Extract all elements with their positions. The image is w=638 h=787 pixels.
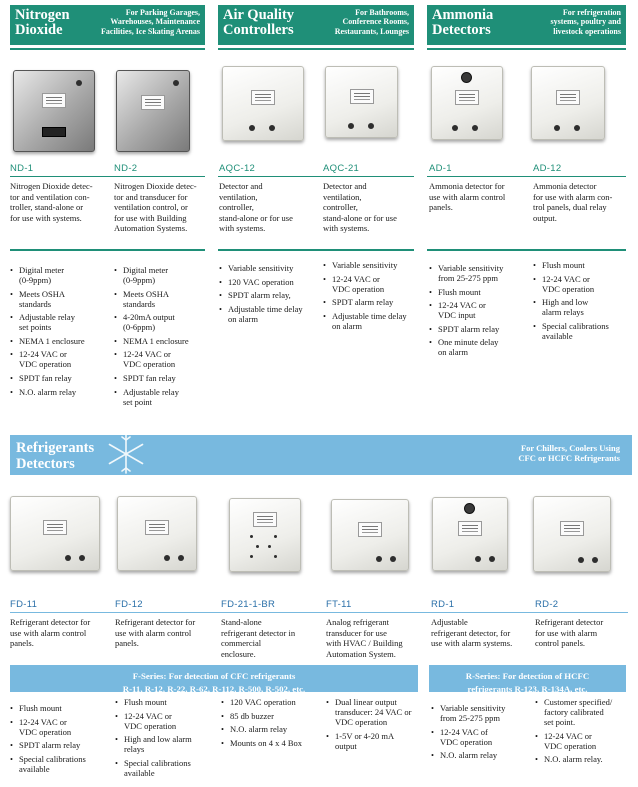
feature-item: • 85 db buzzer: [221, 711, 323, 721]
snowflake-icon: [104, 432, 148, 476]
feature-item: • Adjustable time delay on alarm: [323, 311, 423, 331]
product-description: Adjustable refrigerant detector, for use with alarm systems.: [431, 617, 513, 649]
f-series-banner: F-Series: For detection of CFC refrigerants R-11, R-12, R-22, R-62, R-112, R-500, R-502, etc.: [10, 665, 418, 692]
feature-item: • Dual linear output transducer: 24 VAC or VDC operation: [326, 697, 428, 727]
aqc-12-product-photo: [222, 66, 304, 141]
feature-list: [221, 697, 323, 751]
divider: [218, 249, 414, 251]
feature-item: • 12-24 VAC of VDC operation: [431, 727, 533, 747]
model-name: FD-21-1-BR: [221, 599, 276, 610]
feature-item: • Variable sensitivity from 25-275 ppm: [431, 703, 533, 723]
model-name: FD-12: [115, 599, 143, 610]
feature-list: [431, 703, 533, 764]
product-description: Analog refrigerant transducer for use with HVAC / Building Automation System.: [326, 617, 403, 659]
feature-item: • 12-24 VAC or VDC input: [429, 300, 529, 320]
feature-item: • N.O. alarm relay: [10, 387, 110, 397]
feature-item: • One minute delay on alarm: [429, 337, 529, 357]
feature-list: [535, 697, 635, 768]
aqc-21-product-photo: [325, 66, 398, 138]
feature-item: • Digital meter (0-9ppm): [114, 265, 214, 285]
feature-item: • 12-24 VAC or VDC operation: [533, 274, 633, 294]
feature-item: • 12-24 VAC or VDC operation: [535, 731, 635, 751]
feature-list: [10, 265, 110, 400]
feature-item: • 12-24 VAC or VDC operation: [10, 717, 112, 737]
product-description: Nitrogen Dioxide detec- tor and ventilation con- troller, stand-alone or for use with systems.: [10, 181, 93, 223]
feature-item: • Flush mount: [533, 260, 633, 270]
r-series-banner: R-Series: For detection of HCFC refrigerants R-123, R-134A, etc.: [429, 665, 626, 692]
feature-list: [533, 260, 633, 344]
section-header-nitrogen-dioxide: [10, 5, 205, 45]
feature-item: • 4-20mA output (0-6ppm): [114, 312, 214, 332]
feature-list: [326, 697, 428, 754]
product-description: Nitrogen Dioxide detec- tor and transducer for ventilation control, or for use with Building Automation Systems.: [114, 181, 197, 234]
model-name: RD-2: [535, 599, 559, 610]
section-subtitle: For Bathrooms, Conference Rooms, Restaurants, Lounges: [334, 8, 409, 36]
feature-item: • Variable sensitivity: [323, 260, 423, 270]
section-subtitle: For Chillers, Coolers Using CFC or HCFC Refrigerants: [518, 443, 620, 463]
section-subtitle: For refrigeration systems, poultry and livestock operations: [550, 8, 621, 36]
feature-item: • Digital meter (0-9ppm): [10, 265, 110, 285]
section-title: Ammonia Detectors: [432, 7, 494, 38]
feature-item: • SPDT alarm relay: [429, 324, 529, 334]
feature-list: [115, 697, 217, 781]
feature-item: • SPDT alarm relay,: [219, 290, 319, 300]
rd-1-product-photo: [432, 497, 508, 571]
model-name: ND-2: [114, 163, 138, 174]
feature-item: • Adjustable relay set points: [10, 312, 110, 332]
model-name: FD-11: [10, 599, 38, 610]
ad-12-product-photo: [531, 66, 605, 140]
feature-item: • 1-5V or 4-20 mA output: [326, 731, 428, 751]
product-description: Ammonia detector for use with alarm control panels.: [429, 181, 506, 213]
product-description: Refrigerant detector for use with alarm control panels.: [10, 617, 91, 649]
feature-item: • Mounts on 4 x 4 Box: [221, 738, 323, 748]
divider: [10, 176, 205, 177]
section-header-air-quality: [218, 5, 414, 45]
model-name: AQC-21: [323, 163, 360, 174]
product-description: Refrigerant detector for use with alarm control panels.: [535, 617, 604, 649]
model-name: AQC-12: [219, 163, 256, 174]
feature-item: • 12-24 VAC or VDC operation: [10, 349, 110, 369]
product-description: Stand-alone refrigerant detector in commercial enclosure.: [221, 617, 296, 659]
feature-list: [219, 263, 319, 327]
feature-item: • Variable sensitivity from 25-275 ppm: [429, 263, 529, 283]
model-name: FT-11: [326, 599, 352, 610]
feature-item: • 12-24 VAC or VDC operation: [115, 711, 217, 731]
divider: [427, 249, 626, 251]
feature-item: • Special calibrations available: [10, 754, 112, 774]
section-header-ammonia: [427, 5, 626, 45]
feature-item: • Flush mount: [429, 287, 529, 297]
feature-list: [323, 260, 423, 334]
fd-12-product-photo: [117, 496, 197, 571]
rd-2-product-photo: [533, 496, 611, 572]
ad-1-product-photo: [431, 66, 503, 140]
feature-item: • Flush mount: [10, 703, 112, 713]
feature-item: • 120 VAC operation: [221, 697, 323, 707]
feature-item: • SPDT fan relay: [10, 373, 110, 383]
model-name: RD-1: [431, 599, 455, 610]
feature-item: • Flush mount: [115, 697, 217, 707]
feature-item: • Variable sensitivity: [219, 263, 319, 273]
feature-item: • 12-24 VAC or VDC operation: [114, 349, 214, 369]
product-description: Ammonia detector for use with alarm con- trol panels, dual relay output.: [533, 181, 613, 223]
feature-item: • SPDT alarm relay: [323, 297, 423, 307]
section-title: Air Quality Controllers: [223, 7, 295, 38]
feature-item: • Meets OSHA standards: [114, 289, 214, 309]
feature-list: [10, 703, 112, 777]
divider: [427, 176, 626, 177]
feature-item: • N.O. alarm relay: [431, 750, 533, 760]
ft-11-product-photo: [331, 499, 409, 571]
product-description: Detector and ventilation, controller, stand-alone or for use with systems.: [219, 181, 293, 234]
divider: [10, 249, 205, 251]
section-title: Nitrogen Dioxide: [15, 7, 70, 38]
section-subtitle: For Parking Garages, Warehouses, Maintenance Facilities, Ice Skating Arenas: [101, 8, 200, 36]
feature-item: • Adjustable relay set point: [114, 387, 214, 407]
product-description: Refrigerant detector for use with alarm control panels.: [115, 617, 196, 649]
feature-item: • N.O. alarm relay.: [535, 754, 635, 764]
feature-item: • High and low alarm relays: [115, 734, 217, 754]
feature-item: • Special calibrations available: [533, 321, 633, 341]
feature-item: • N.O. alarm relay: [221, 724, 323, 734]
feature-item: • SPDT alarm relay: [10, 740, 112, 750]
feature-item: • SPDT fan relay: [114, 373, 214, 383]
model-name: AD-12: [533, 163, 562, 174]
feature-item: • NEMA 1 enclosure: [10, 336, 110, 346]
feature-item: • High and low alarm relays: [533, 297, 633, 317]
feature-item: • NEMA 1 enclosure: [114, 336, 214, 346]
fd-11-product-photo: [10, 496, 100, 571]
model-name: AD-1: [429, 163, 452, 174]
feature-item: • 120 VAC operation: [219, 277, 319, 287]
nd-2-product-photo: [116, 70, 190, 152]
fd-21-1-br-product-photo: [229, 498, 301, 572]
feature-list: [114, 265, 214, 410]
product-description: Detector and ventilation, controller, stand-alone or for use with systems.: [323, 181, 397, 234]
feature-list: [429, 263, 529, 361]
feature-item: • Customer specified/ factory calibrated set point.: [535, 697, 635, 727]
feature-item: • Adjustable time delay on alarm: [219, 304, 319, 324]
divider: [10, 612, 628, 613]
feature-item: • 12-24 VAC or VDC operation: [323, 274, 423, 294]
feature-item: • Meets OSHA standards: [10, 289, 110, 309]
feature-item: • Special calibrations available: [115, 758, 217, 778]
nd-1-product-photo: [13, 70, 95, 152]
model-name: ND-1: [10, 163, 34, 174]
section-title: Refrigerants Detectors: [16, 440, 95, 472]
divider: [218, 176, 414, 177]
